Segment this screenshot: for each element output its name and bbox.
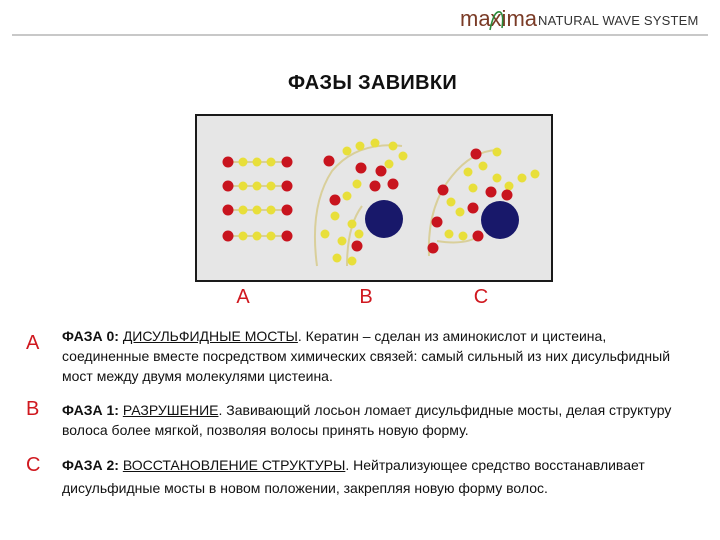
chain-a-4 [223, 231, 293, 242]
logo-wordmark: maxima [460, 6, 538, 31]
section-c-text [62, 454, 692, 500]
panel-c-nucleus [481, 201, 519, 239]
section-c-name: ВОССТАНОВЛЕНИЕ СТРУКТУРЫ [122, 457, 346, 473]
section-a-letter: A [26, 332, 40, 354]
section-b-description: . Завивающий лосьон ломает дисульфидные мосты, делая структуру волоса более мягкой, позволяя волосы принять новую форму. [62, 402, 672, 438]
section-b-letter: B [26, 398, 40, 420]
molecule-diagram [195, 114, 553, 282]
brand-tagline: NATURAL WAVE SYSTEM [538, 13, 699, 28]
panel-label-a: A [236, 286, 250, 308]
section-c-phase: ФАЗА 2: [62, 457, 119, 473]
panel-b-molecule [315, 139, 408, 267]
section-a-phase: ФАЗА 0: [62, 328, 119, 344]
chain-a-2 [223, 181, 293, 192]
brand [460, 4, 710, 34]
panel-label-b: B [359, 286, 373, 308]
section-b-name: РАЗРУШЕНИЕ [122, 402, 219, 418]
panel-c-molecule [428, 148, 540, 257]
panel-b-nucleus [365, 200, 403, 238]
panel-a-chains [223, 157, 293, 242]
panel-label-c: C [473, 286, 489, 308]
header-divider [12, 34, 708, 36]
section-a-description: . Кератин – сделан из аминокислот и цистеина, соединенные вместе посредством химических связей: самый сильный из них дисульфидный мост между двумя молекулями цистеина. [62, 328, 671, 384]
molecule-diagram-svg [197, 116, 551, 280]
section-a-text [62, 326, 692, 386]
chain-a-1 [223, 157, 293, 168]
section-c-description: . Нейтрализующее средство восстанавливает дисульфидные мосты в новом положении, закрепляя новую форму волос. [62, 457, 645, 496]
section-c-letter: C [26, 454, 41, 476]
section-b-text [62, 400, 692, 440]
section-b-phase: ФАЗА 1: [62, 402, 119, 418]
section-a-name: ДИСУЛЬФИДНЫЕ МОСТЫ [122, 328, 298, 344]
chain-a-3 [223, 205, 293, 216]
maxima-logo [460, 4, 540, 34]
page-title: ФАЗЫ ЗАВИВКИ [287, 72, 458, 94]
